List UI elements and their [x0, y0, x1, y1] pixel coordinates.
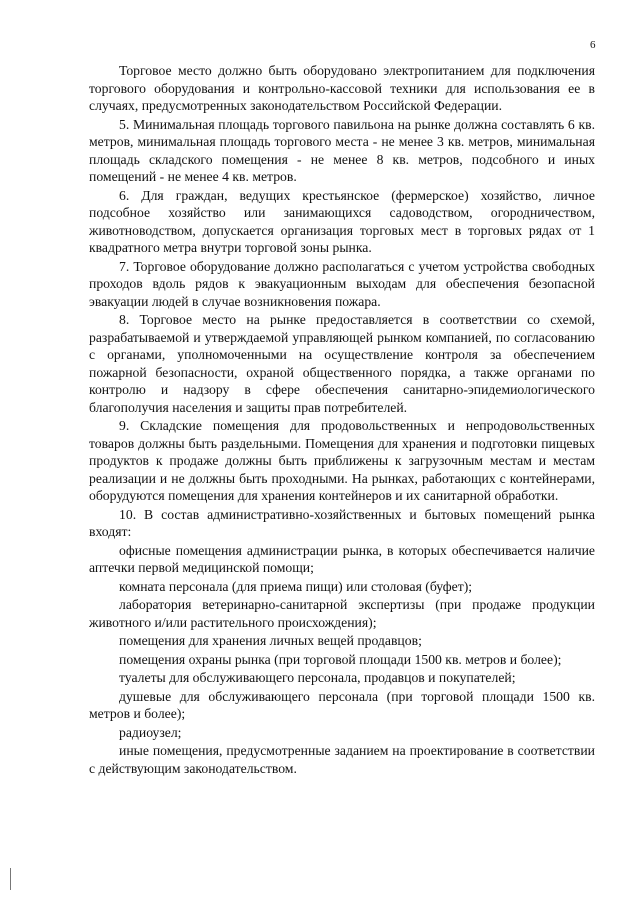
list-item-radio: радиоузел; [119, 724, 182, 740]
list-item-toilets: туалеты для обслуживающего персонала, продавцов и покупателей; [119, 670, 516, 685]
paragraph-8-trade-place-scheme: 8. Торговое место на рынке предоставляется в соответствии со схемой, разрабатываемой и утверждаемой управляющей рынком компанией, по согласованию с органами, уполномоченными на осуществление контроля за обеспечением пожарной безопасности, охраной общественного порядка, а также органами по контролю и надзору в сфере обеспечения санитарно-эпидемиологического благополучия населения и защиты прав потребителей. [89, 312, 595, 415]
paragraph-power-supply: Торговое место должно быть оборудовано электропитанием для подключения торгового оборудования и контрольно-кассовой техники для использования ее в случаях, предусмотренных законодательством Российской Федерации. [89, 63, 595, 113]
paragraph-10-premises: 10. В состав административно-хозяйственных и бытовых помещений рынка входят: [89, 506, 595, 539]
document-body [89, 62, 595, 778]
paragraph-9-storage: 9. Складские помещения для продовольственных и непродовольственных товаров должны быть раздельными. Помещения для хранения и подготовки пищевых продуктов к продаже должны быть приближены к загрузочным местам и местам реализации и не должны быть проходными. На рынках, работающих с контейнерами, оборудуются помещения для хранения контейнеров и их санитарной обработки. [89, 418, 595, 503]
list-item-office: офисные помещения администрации рынка, в которых обеспечивается наличие аптечки первой медицинской помощи; [89, 542, 595, 575]
page-number: 6 [590, 39, 596, 51]
list-item-personal-storage: помещения для хранения личных вещей продавцов; [119, 633, 422, 648]
scan-margin-mark [10, 868, 11, 890]
list-item-showers: душевые для обслуживающего персонала (при торговой площади 1500 кв. метров и более); [89, 688, 595, 721]
paragraph-6-farmers: 6. Для граждан, ведущих крестьянское (фермерское) хозяйство, личное подсобное хозяйство или занимающихся садоводством, огородничеством, животноводством, допускается организация торговых мест в торговых рядах от 1 квадратного метра внутри торговой зоны рынка. [89, 187, 595, 255]
list-item-security: помещения охраны рынка (при торговой площади 1500 кв. метров и более); [119, 651, 562, 667]
list-item-staff-room: комната персонала (для приема пищи) или столовая (буфет); [119, 578, 473, 594]
paragraph-5-min-area: 5. Минимальная площадь торгового павильона на рынке должна составлять 6 кв. метров, минимальная площадь торгового места - не менее 3 кв. метров, минимальная площадь складского помещения - не менее 8 кв. метров, подсобного и иных помещений - не менее 4 кв. метров. [89, 116, 595, 184]
paragraph-7-equipment: 7. Торговое оборудование должно располагаться с учетом устройства свободных проходов вдоль рядов к эвакуационным выходам для обеспечения безопасной эвакуации людей в случае возникновения пожара. [89, 258, 595, 309]
list-item-other: иные помещения, предусмотренные заданием на проектирование в соответствии с действующим законодательством. [89, 743, 595, 776]
list-item-laboratory: лаборатория ветеринарно-санитарной экспертизы (при продаже продукции животного и/или растительного происхождения); [89, 597, 595, 630]
